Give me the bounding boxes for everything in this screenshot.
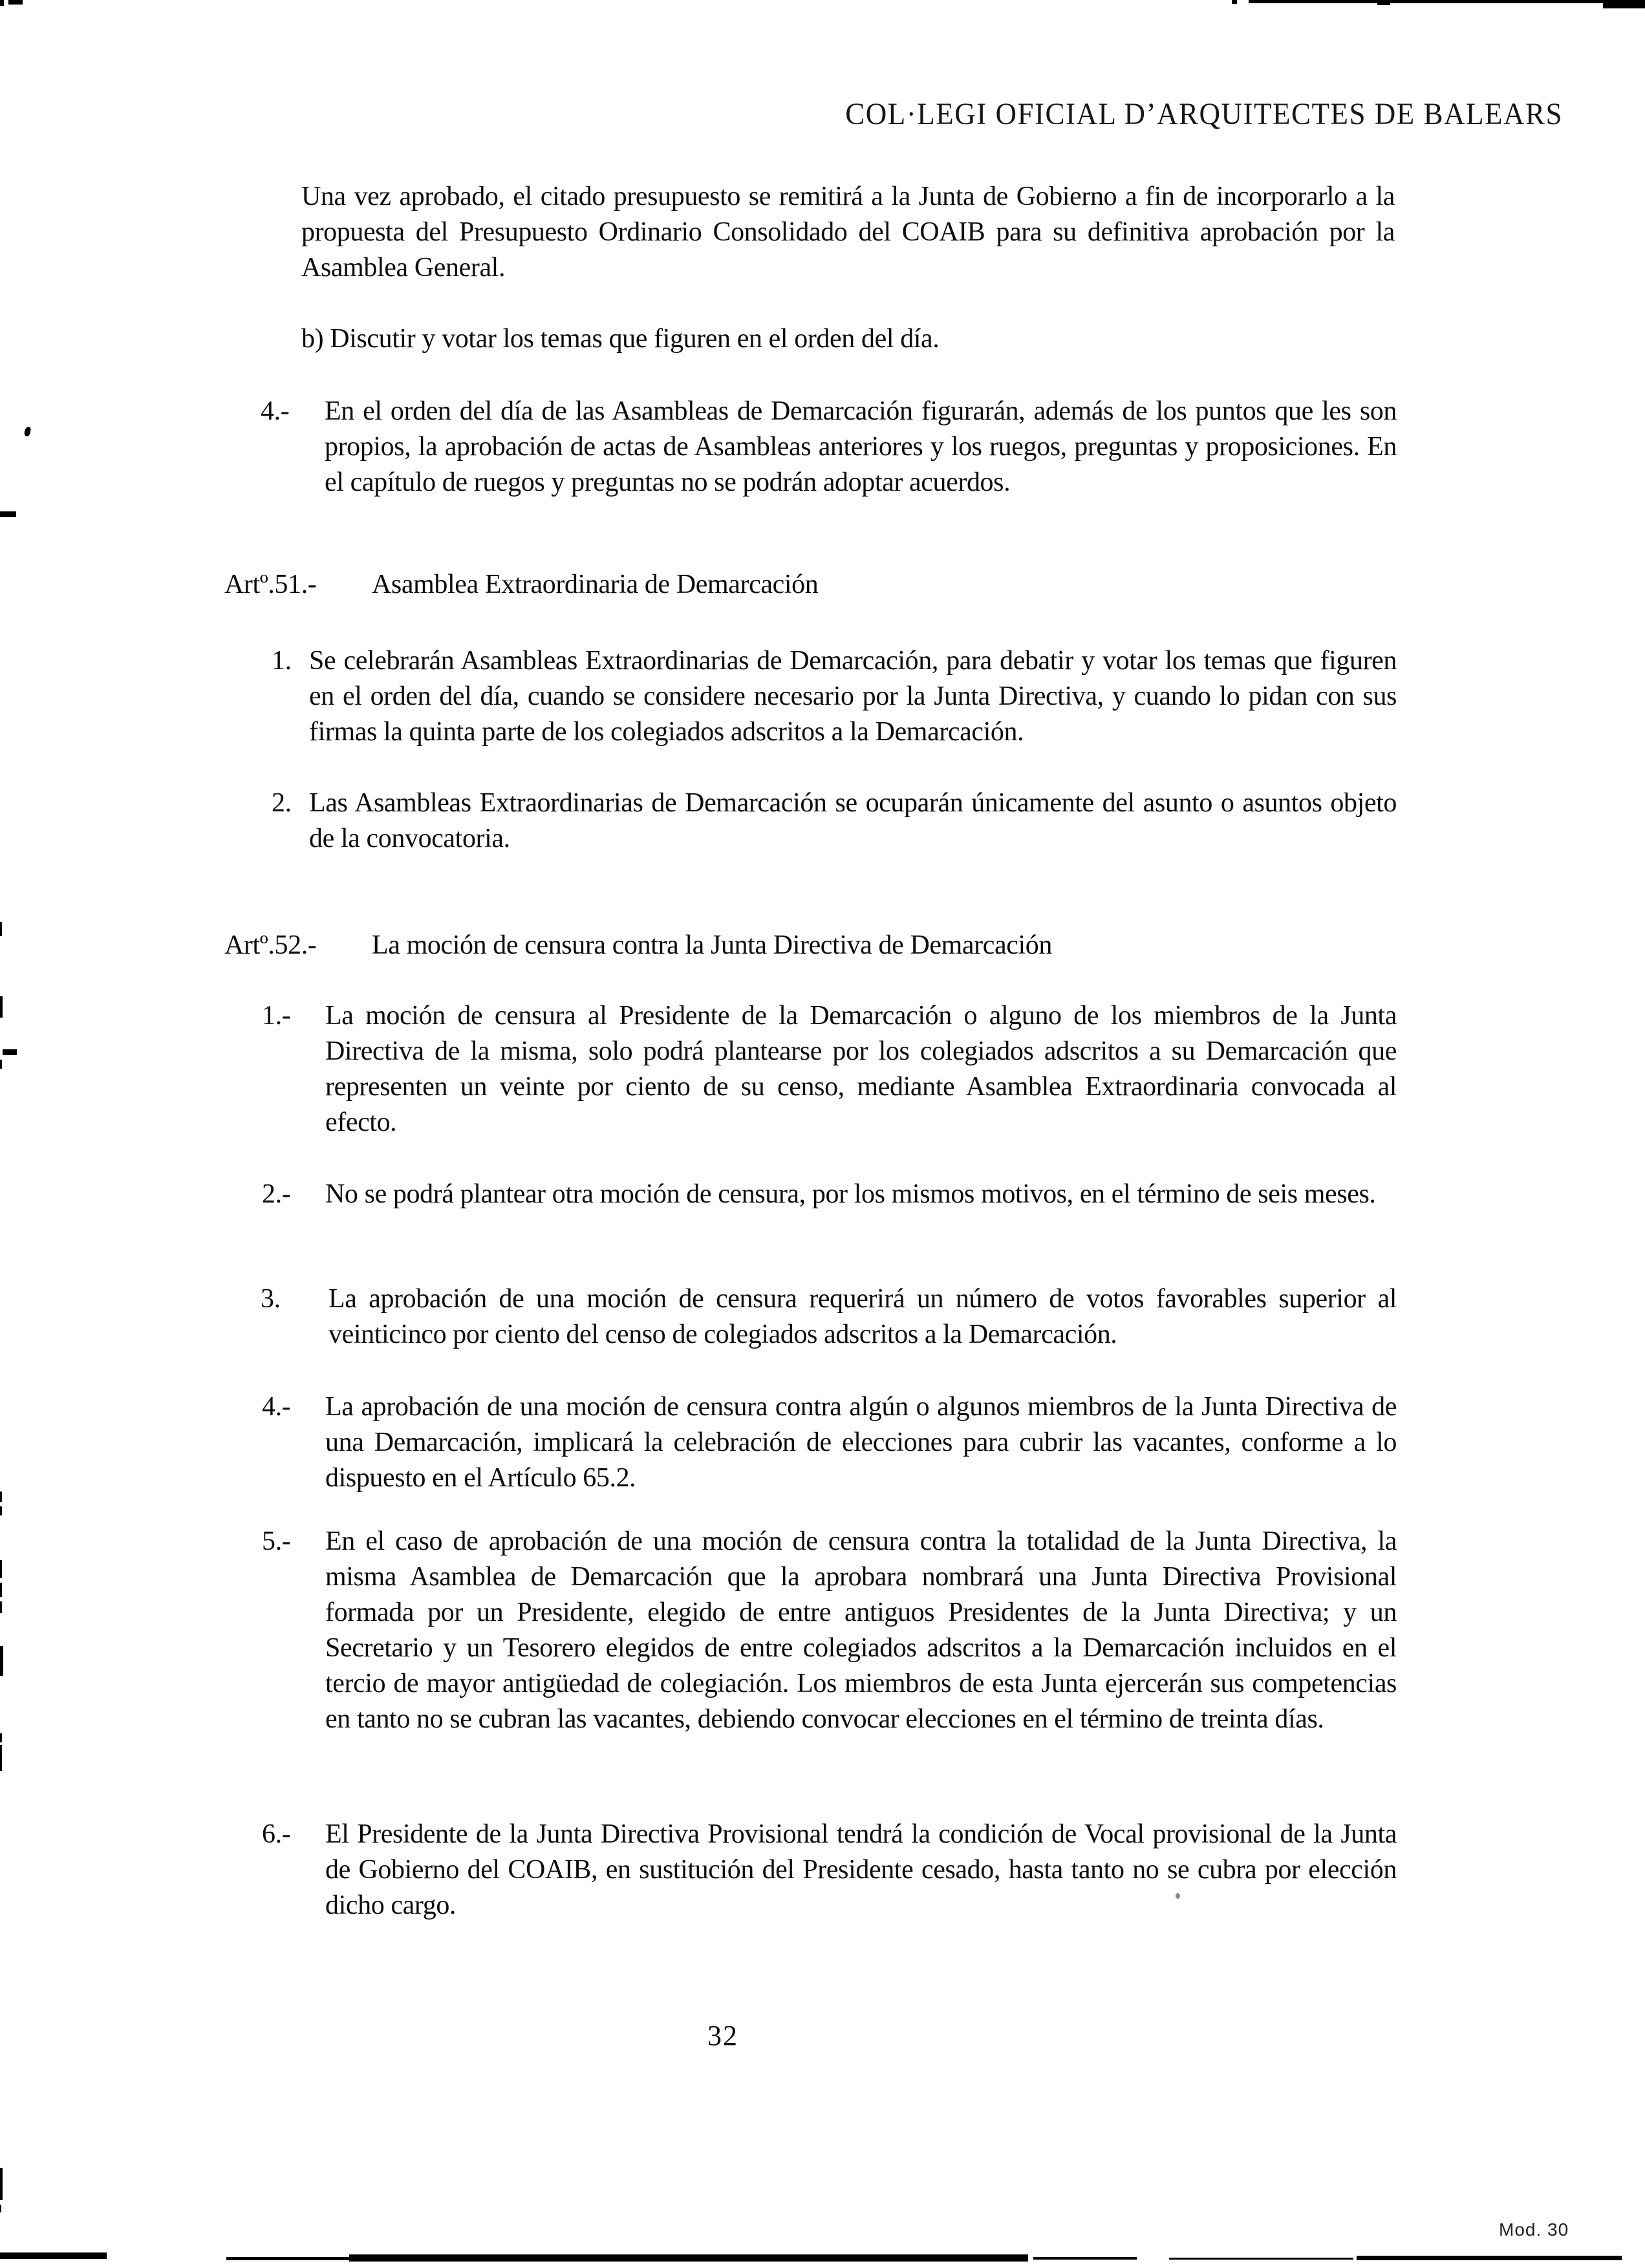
scan-artifact	[1249, 0, 1645, 3]
bottom-scan-line	[0, 2252, 107, 2259]
scan-artifact	[0, 1560, 2, 1578]
bottom-scan-line	[349, 2254, 1028, 2262]
paragraph-item-b: b) Discutir y votar los temas que figuren en el orden del día.	[301, 324, 940, 354]
bottom-scan-line	[1357, 2256, 1622, 2260]
bottom-scan-line	[1169, 2258, 1353, 2260]
article-52-number: Artº.52.-	[224, 930, 317, 960]
scan-artifact	[0, 996, 3, 1018]
scan-artifact	[0, 1733, 2, 1742]
item-number: 5.-	[262, 1526, 291, 1556]
scan-artifact	[0, 1583, 2, 1597]
item-text: En el caso de aprobación de una moción de censura contra la totalidad de la Junta Directiva, la misma Asamblea de Demarcación que la aprobara nombrará una Junta Directiva Provisional formada por un Presidente, elegido de entre antiguos Presidentes de la Junta Directiva; y un Secretario y un Tesorero elegidos de entre colegiados adscritos a la Demarcación incluidos en el tercio de mayor antigüedad de colegiación. Los miembros de esta Junta ejercerán sus competencias en tanto no se cubran las vacantes, debiendo convocar elecciones en el término de treinta días.	[325, 1526, 1397, 1734]
list-item	[0, 643, 1645, 750]
item-number: 4.-	[262, 1392, 291, 1422]
page-header-title: COL·LEGI OFICIAL D’ARQUITECTES DE BALEARS	[845, 96, 1563, 131]
scan-artifact	[0, 511, 16, 517]
scan-artifact	[1176, 1893, 1180, 1899]
scan-artifact	[0, 2168, 3, 2200]
scan-artifact	[0, 922, 2, 936]
scan-artifact	[0, 1745, 2, 1771]
item-text: La moción de censura al Presidente de la Demarcación o alguno de los miembros de la Junta Directiva de la misma, solo podrá plantearse por los colegiados adscritos a su Demarcación que representen un veinte por ciento de su censo, mediante Asamblea Extraordinaria convocada al efecto.	[325, 1001, 1397, 1137]
list-item	[0, 1177, 1645, 1212]
list-item	[0, 998, 1645, 1140]
list-item	[0, 1524, 1645, 1737]
item-number: 2.-	[262, 1179, 291, 1209]
scan-artifact	[8, 0, 23, 5]
item-number: 6.-	[262, 1819, 291, 1849]
article-51-title: Asamblea Extraordinaria de Demarcación	[372, 570, 819, 599]
article-52-title: La moción de censura contra la Junta Directiva de Demarcación	[372, 930, 1052, 960]
item-number: 3.	[261, 1284, 281, 1314]
bottom-scan-line	[1033, 2257, 1137, 2260]
scan-artifact	[1603, 0, 1645, 8]
item-text: En el orden del día de las Asambleas de Demarcación figurarán, además de los puntos que les son propios, la aprobación de actas de Asambleas anteriores y los ruegos, preguntas y proposiciones. En el capítulo de ruegos y preguntas no se podrán adoptar acuerdos.	[325, 396, 1397, 497]
scan-artifact	[0, 1601, 2, 1613]
item-text: No se podrá plantear otra moción de censura, por los mismos motivos, en el término de seis meses.	[325, 1179, 1376, 1209]
list-item	[0, 786, 1645, 857]
page-number: 32	[707, 2020, 738, 2051]
scan-artifact	[0, 1060, 2, 1069]
item-text: La aprobación de una moción de censura requerirá un número de votos favorables superior al veinticinco por ciento del censo de colegiados adscritos a la Demarcación.	[328, 1284, 1397, 1349]
scan-artifact	[3, 1049, 17, 1055]
scan-artifact	[0, 1492, 2, 1502]
list-item	[0, 1817, 1645, 1923]
item-text: Se celebrarán Asambleas Extraordinarias de Demarcación, para debatir y votar los temas que figuren en el orden del día, cuando se considere necesario por la Junta Directiva, y cuando lo pidan con sus firmas la quinta parte de los colegiados adscritos a la Demarcación.	[309, 646, 1397, 747]
item-text: La aprobación de una moción de censura contra algún o algunos miembros de la Junta Directiva de una Demarcación, implicará la celebración de elecciones para cubrir las vacantes, conforme a lo dispuesto en el Artículo 65.2.	[325, 1392, 1397, 1493]
paragraph-intro: Una vez aprobado, el citado presupuesto se remitirá a la Junta de Gobierno a fin de incorporarlo a la propuesta del Presupuesto Ordinario Consolidado del COAIB para su definitiva aprobación por la Asamblea General.	[301, 182, 1395, 283]
scan-artifact	[1232, 0, 1237, 4]
item-number: 2.	[272, 788, 292, 818]
list-item	[0, 394, 1645, 500]
scan-artifact	[1377, 0, 1390, 5]
article-51-number: Artº.51.-	[224, 570, 317, 599]
item-text: El Presidente de la Junta Directiva Provisional tendrá la condición de Vocal provisional de la Junta de Gobierno del COAIB, en sustitución del Presidente cesado, hasta tanto no se cubra por elección dicho cargo.	[325, 1819, 1397, 1920]
list-item	[0, 1281, 1645, 1353]
scan-artifact	[0, 0, 4, 6]
list-item	[0, 1389, 1645, 1496]
form-code: Mod. 30	[1499, 2220, 1569, 2240]
item-text: Las Asambleas Extraordinarias de Demarcación se ocuparán únicamente del asunto o asuntos objeto de la convocatoria.	[309, 788, 1397, 853]
scan-artifact	[0, 1506, 2, 1515]
item-number: 1.-	[262, 1001, 291, 1031]
item-number: 1.	[272, 646, 292, 676]
scan-artifact	[0, 2205, 1, 2212]
scan-artifact	[0, 1646, 3, 1676]
bottom-scan-line	[226, 2257, 356, 2260]
item-number: 4.-	[261, 396, 290, 426]
